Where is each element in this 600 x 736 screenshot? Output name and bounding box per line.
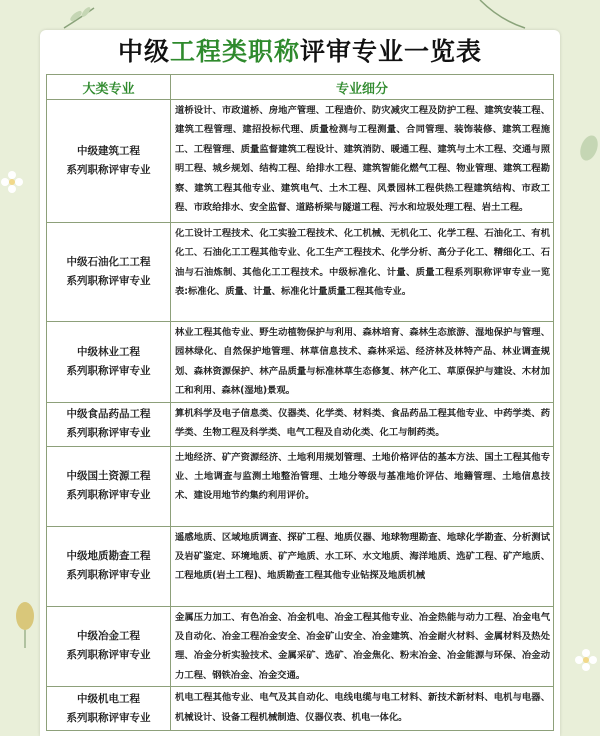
detail-cell: 算机科学及电子信息类、仪器类、化学类、材料类、食品药品工程其他专业、中药学类、药学类、生物工程及科学类、电气工程及自动化类、化工与制药类。 bbox=[171, 402, 554, 446]
category-cell: 中级地质勘查工程 系列职称评审专业 bbox=[47, 526, 171, 606]
flower-icon bbox=[0, 170, 24, 194]
table-row bbox=[47, 526, 554, 606]
category-cell: 中级石油化工工程 系列职称评审专业 bbox=[47, 223, 171, 322]
detail-cell: 道桥设计、市政道桥、房地产管理、工程造价、防灾减灾工程及防护工程、建筑安装工程、建筑工程管理、建招投标代理、质量检测与工程测量、合同管理、装饰装修、建筑工程施工、工程管理、质量监督建筑工程设计、建筑消防、暖通工程、建筑与土木工程、交通与照明工程、城乡规划、结构工程、给排水工程、建筑智能化燃气工程、物业管理、建筑工程勘察、建筑工程其他专业、建筑电气、土木工程、风景园林工程供热工程建筑结构、市政工程、市政给排水、安全监督、道路桥梁与隧道工程、污水和垃圾处理工程、岩土工程。 bbox=[171, 100, 554, 223]
leaf-icon bbox=[10, 600, 40, 650]
table-header-row bbox=[47, 75, 554, 100]
flower-icon bbox=[574, 648, 598, 672]
branch-icon bbox=[470, 0, 530, 30]
category-cell: 中级国土资源工程 系列职称评审专业 bbox=[47, 446, 171, 526]
category-cell: 中级食品药品工程 系列职称评审专业 bbox=[47, 402, 171, 446]
table-row bbox=[47, 402, 554, 446]
leaf-icon bbox=[575, 130, 600, 170]
table-row bbox=[47, 687, 554, 731]
table-row bbox=[47, 322, 554, 403]
table-row bbox=[47, 606, 554, 687]
category-cell: 中级林业工程 系列职称评审专业 bbox=[47, 322, 171, 403]
detail-cell: 遥感地质、区域地质调查、探矿工程、地质仪器、地球物理勘查、地球化学勘查、分析测试及岩矿鉴定、环境地质、矿产地质、水工环、水文地质、海洋地质、选矿工程、矿产地质、工程地质(岩土工程)、地质勘查工程其他专业钻探及地质机械 bbox=[171, 526, 554, 606]
category-cell: 中级建筑工程 系列职称评审专业 bbox=[47, 100, 171, 223]
page-title: 中级工程类职称评审专业一览表 bbox=[117, 37, 483, 66]
detail-cell: 机电工程其他专业、电气及其自动化、电线电缆与电工材料、新技术新材料、电机与电器、机械设计、设备工程机械制造、仪器仪表、机电一体化。 bbox=[171, 687, 554, 731]
detail-cell: 金属压力加工、有色冶金、冶金机电、冶金工程其他专业、冶金热能与动力工程、冶金电气及自动化、冶金工程冶金安全、冶金矿山安全、冶金建筑、冶金耐火材料、金属材料及热处理、冶金分析实验技术、金属采矿、选矿、冶金焦化、粉末冶金、冶金能源与环保、冶金动力工程、钢铁冶金、冶金交通。 bbox=[171, 606, 554, 687]
detail-cell: 化工设计工程技术、化工实验工程技术、化工机械、无机化工、化学工程、石油化工、有机化工、石油化工工程其他专业、化工生产工程技术、化学分析、高分子化工、精细化工、石油与石油炼制、其他化工工程技术。中级标准化、计量、质量工程系列职称评审专业一览表:标准化、质量、计量、标准化计量质量工程其他专业。 bbox=[171, 223, 554, 322]
table-row bbox=[47, 223, 554, 322]
detail-cell: 林业工程其他专业、野生动植物保护与利用、森林培育、森林生态旅游、湿地保护与管理、园林绿化、自然保护地管理、林草信息技术、森林采运、经济林及林特产品、林业调查规划、森林资源保护、林产品质量与标准林草生态修复、林产化工、草原保护与建设、木材加工和利用、森林(湿地)景观。 bbox=[171, 322, 554, 403]
table-card bbox=[40, 30, 560, 736]
table-row bbox=[47, 100, 554, 223]
category-cell: 中级机电工程 系列职称评审专业 bbox=[47, 687, 171, 731]
column-header-category: 大类专业 bbox=[47, 75, 171, 100]
column-header-detail: 专业细分 bbox=[171, 75, 554, 100]
category-cell: 中级冶金工程 系列职称评审专业 bbox=[47, 606, 171, 687]
table-row bbox=[47, 446, 554, 526]
specialty-table bbox=[46, 74, 554, 731]
leaf-sprig-icon bbox=[60, 4, 100, 30]
detail-cell: 土地经济、矿产资源经济、土地利用规划管理、土地价格评估的基本方法、国土工程其他专业、土地调查与监测土地整治管理、土地分等级与基准地价评估、地籍管理、土地信息技术、建设用地节约集约利用评价。 bbox=[171, 446, 554, 526]
